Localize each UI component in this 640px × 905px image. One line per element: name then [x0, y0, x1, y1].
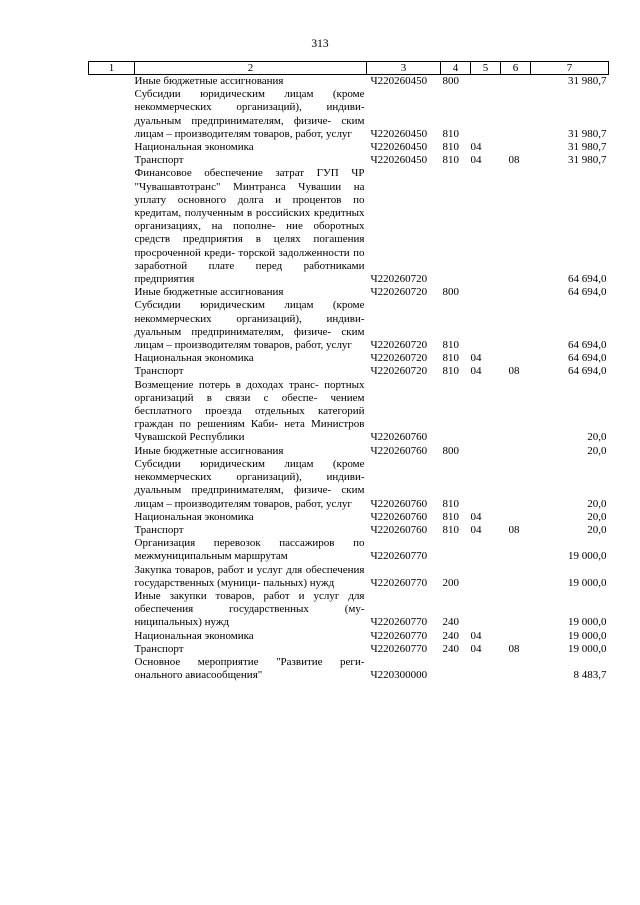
table-row [89, 458, 609, 511]
row-code: Ч220260770 [370, 642, 428, 655]
row-col5: 04 [470, 629, 482, 642]
row-code: Ч220260720 [370, 352, 428, 365]
row-name: Субсидии юридическим лицам (кроме некоммерческих организаций), индиви- дуальным предпринимателям, физиче- ским лицам – производителям товаров, работ, услуг [134, 88, 365, 140]
row-name: Возмещение потерь в доходах транс- портных организаций в связи с обеспе- чением бесплатного проезда отдельных категорий граждан по решениям Каби- нета Министров Чувашской Республики [134, 378, 365, 444]
row-name: Основное мероприятие "Развитие реги- онального авиасообщения" [134, 655, 365, 682]
row-sum: 20,0 [587, 431, 607, 444]
row-code: Ч220260770 [370, 550, 428, 563]
row-col5: 04 [470, 352, 482, 365]
row-col5 [471, 75, 501, 89]
row-name: Иные закупки товаров, работ и услуг для обеспечения государственных (му- ниципальных) нужд [134, 589, 365, 629]
row-sum: 19 000,0 [568, 576, 607, 589]
row-col6 [501, 537, 531, 563]
table-row [89, 379, 609, 445]
row-code: Ч220260760 [370, 497, 428, 510]
row-sum: 19 000,0 [568, 629, 607, 642]
row-code: Ч220260770 [370, 629, 428, 642]
table-row [89, 656, 609, 682]
row-col6 [501, 141, 531, 154]
row-name: Субсидии юридическим лицам (кроме некоммерческих организаций), индиви- дуальным предпринимателям, физиче- ским лицам – производителям товаров, работ, услуг [134, 299, 365, 352]
row-sum: 20,0 [587, 497, 607, 510]
row-sum: 64 694,0 [568, 286, 607, 299]
row-name: Финансовое обеспечение затрат ГУП ЧР "Чувашавтотранс" Минтранса Чувашии на уплату основного долга и процентов по кредитам, полученным в российских кредитных организациях, на пополне- ние оборотных средств предприятия в целях погашения просроченной креди- торской задолженности по заработной плате перед работниками предприятия [134, 167, 365, 286]
table-row [89, 154, 609, 167]
row-col4 [441, 167, 471, 286]
row-col5 [471, 590, 501, 630]
row-name: Организация перевозок пассажиров по межмуниципальным маршрутам [134, 537, 365, 563]
row-code: Ч220260450 [370, 141, 428, 154]
row-code: Ч220260720 [370, 339, 428, 352]
row-col4: 240 [442, 616, 459, 629]
row-col4: 810 [442, 510, 459, 523]
row-col4: 800 [442, 75, 459, 87]
row-col6 [501, 167, 531, 286]
table-row [89, 352, 609, 365]
row-sum: 64 694,0 [568, 352, 607, 365]
row-sum: 20,0 [587, 523, 607, 536]
row-sum: 20,0 [587, 510, 607, 523]
row-col6 [501, 511, 531, 524]
row-col5 [471, 445, 501, 458]
row-col6: 08 [508, 154, 520, 167]
table-row [89, 365, 609, 378]
table-row [89, 286, 609, 299]
table-row [89, 88, 609, 141]
row-sum: 31 980,7 [568, 75, 607, 87]
row-code: Ч220260720 [370, 365, 428, 378]
row-cell-1 [89, 379, 135, 445]
table-row [89, 445, 609, 458]
row-cell-1 [89, 656, 135, 682]
row-code: Ч220260450 [370, 75, 428, 87]
row-code: Ч220260720 [370, 286, 428, 299]
row-col4 [441, 656, 471, 682]
table-row [89, 299, 609, 352]
table-row [89, 75, 609, 89]
row-cell-1 [89, 299, 135, 352]
row-col4 [441, 379, 471, 445]
header-row [89, 62, 609, 75]
row-col5 [471, 167, 501, 286]
row-col4: 810 [442, 365, 459, 378]
row-sum: 31 980,7 [568, 154, 607, 167]
row-name: Транспорт [134, 365, 184, 378]
row-code: Ч220260720 [370, 273, 428, 286]
row-cell-1 [89, 458, 135, 511]
header-cell-3: 3 [367, 62, 441, 75]
table-row [89, 564, 609, 590]
row-col4: 800 [442, 444, 459, 457]
row-code: Ч220260450 [370, 154, 428, 167]
row-code: Ч220260760 [370, 444, 428, 457]
row-name: Транспорт [134, 523, 184, 536]
row-sum: 8 483,7 [573, 669, 607, 682]
page-number: 313 [311, 38, 329, 50]
row-col6 [501, 352, 531, 365]
table-body [89, 75, 609, 683]
row-name: Национальная экономика [134, 629, 254, 642]
row-name: Национальная экономика [134, 352, 254, 365]
row-col6 [501, 590, 531, 630]
row-sum: 20,0 [587, 444, 607, 457]
row-col6 [501, 656, 531, 682]
row-col5 [471, 88, 501, 141]
row-col6: 08 [508, 642, 520, 655]
row-cell-1 [89, 286, 135, 299]
row-cell-1 [89, 352, 135, 365]
row-col4: 800 [442, 286, 459, 299]
table-row [89, 141, 609, 154]
row-cell-1 [89, 630, 135, 643]
row-cell-1 [89, 365, 135, 378]
row-cell-1 [89, 643, 135, 656]
row-name: Иные бюджетные ассигнования [134, 286, 284, 299]
row-col4: 810 [442, 523, 459, 536]
table-row [89, 537, 609, 563]
row-col5 [471, 656, 501, 682]
row-col5 [471, 299, 501, 352]
row-col5 [471, 564, 501, 590]
row-name: Национальная экономика [134, 141, 254, 154]
table-row [89, 630, 609, 643]
table-row [89, 590, 609, 630]
row-cell-1 [89, 537, 135, 563]
table-row [89, 524, 609, 537]
row-sum: 31 980,7 [568, 127, 607, 140]
row-cell-1 [89, 75, 135, 89]
row-col5 [471, 458, 501, 511]
row-sum: 19 000,0 [568, 616, 607, 629]
row-col6 [501, 564, 531, 590]
row-col6 [501, 286, 531, 299]
row-code: Ч220260450 [370, 127, 428, 140]
row-col4 [441, 537, 471, 563]
row-col5: 04 [470, 141, 482, 154]
row-sum: 31 980,7 [568, 141, 607, 154]
row-name: Транспорт [134, 642, 184, 655]
row-code: Ч220260760 [370, 510, 428, 523]
row-code: Ч220260760 [370, 431, 428, 444]
row-cell-1 [89, 167, 135, 286]
row-col4: 810 [442, 141, 459, 154]
row-cell-1 [89, 511, 135, 524]
row-col5: 04 [470, 365, 482, 378]
row-sum: 19 000,0 [568, 550, 607, 563]
row-col6 [501, 630, 531, 643]
row-col5 [471, 537, 501, 563]
row-sum: 64 694,0 [568, 273, 607, 286]
row-col4: 810 [442, 339, 459, 352]
row-name: Национальная экономика [134, 510, 254, 523]
row-col6 [501, 445, 531, 458]
row-col6: 08 [508, 523, 520, 536]
row-sum: 19 000,0 [568, 642, 607, 655]
row-col4: 810 [442, 497, 459, 510]
row-cell-1 [89, 88, 135, 141]
row-sum: 64 694,0 [568, 339, 607, 352]
row-cell-1 [89, 564, 135, 590]
row-name: Закупка товаров, работ и услуг для обеспечения государственных (муници- пальных) нужд [134, 563, 365, 589]
row-col4: 810 [442, 127, 459, 140]
row-col5 [471, 379, 501, 445]
header-cell-7: 7 [531, 62, 609, 75]
row-code: Ч220260770 [370, 576, 428, 589]
row-col6 [501, 379, 531, 445]
row-col6 [501, 88, 531, 141]
header-cell-6: 6 [501, 62, 531, 75]
header-cell-2: 2 [135, 62, 367, 75]
row-name: Иные бюджетные ассигнования [134, 444, 284, 457]
row-col6 [501, 299, 531, 352]
row-col4: 240 [442, 642, 459, 655]
row-code: Ч220300000 [370, 669, 428, 682]
row-cell-1 [89, 141, 135, 154]
row-col4: 200 [442, 576, 459, 589]
header-cell-5: 5 [471, 62, 501, 75]
row-col5: 04 [470, 642, 482, 655]
row-sum: 64 694,0 [568, 365, 607, 378]
row-cell-1 [89, 524, 135, 537]
row-code: Ч220260770 [370, 616, 428, 629]
budget-table [88, 61, 609, 682]
row-col6: 08 [508, 365, 520, 378]
row-name: Субсидии юридическим лицам (кроме некоммерческих организаций), индиви- дуальным предпринимателям, физиче- ским лицам – производителям товаров, работ, услуг [134, 457, 365, 510]
row-col4: 810 [442, 154, 459, 167]
row-name: Иные бюджетные ассигнования [134, 75, 284, 87]
row-cell-1 [89, 445, 135, 458]
row-col4: 240 [442, 629, 459, 642]
table-row [89, 167, 609, 286]
header-cell-4: 4 [441, 62, 471, 75]
row-cell-1 [89, 154, 135, 167]
header-cell-1: 1 [89, 62, 135, 75]
table-row [89, 511, 609, 524]
row-col5: 04 [470, 510, 482, 523]
row-col5 [471, 286, 501, 299]
row-col4: 810 [442, 352, 459, 365]
table-row [89, 643, 609, 656]
row-name: Транспорт [134, 154, 184, 167]
row-col5: 04 [470, 523, 482, 536]
row-cell-1 [89, 590, 135, 630]
row-col5: 04 [470, 154, 482, 167]
row-code: Ч220260760 [370, 523, 428, 536]
row-col6 [501, 75, 531, 89]
row-col6 [501, 458, 531, 511]
